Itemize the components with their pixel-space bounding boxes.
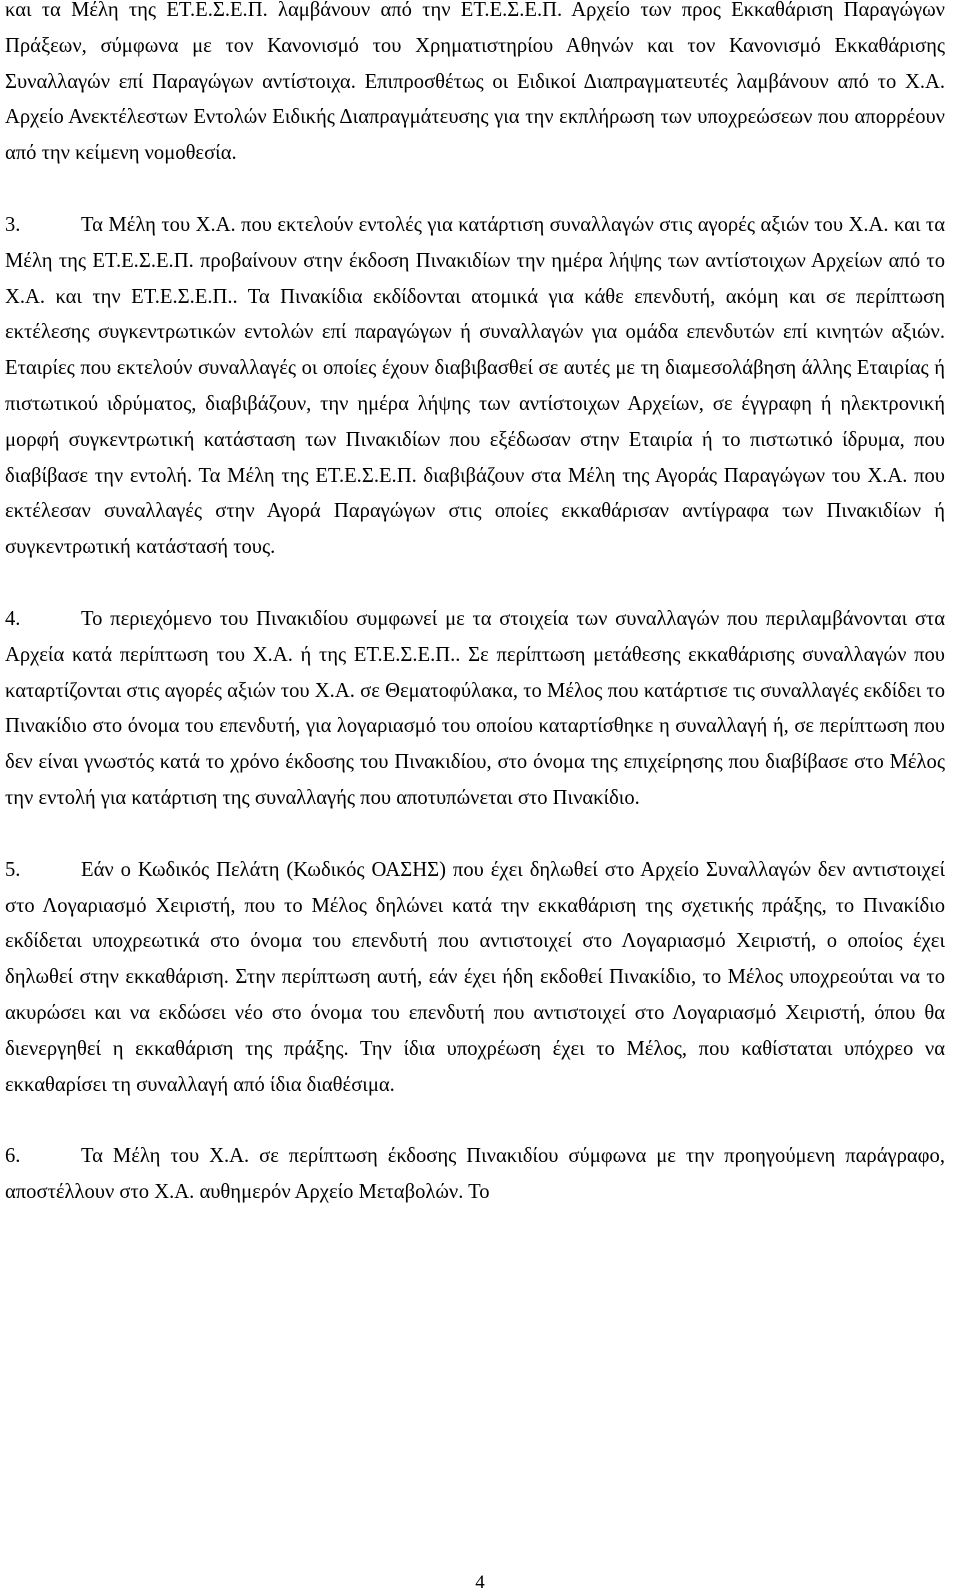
paragraph-3 [5,208,945,566]
paragraph-4 [5,602,945,817]
paragraph-number: 5. [5,858,21,881]
paragraph-text: Τα Μέλη του Χ.Α. που εκτελούν εντολές για κατάρτιση συναλλαγών στις αγορές αξιών του Χ.Α. και τα Μέλη της ΕΤ.Ε.Σ.Ε.Π. προβαίνουν στην έκδοση Πινακιδίων την ημέρα λήψης των αντίστοιχων Αρχείων από το Χ.Α. και την ΕΤ.Ε.Σ.Ε.Π.. Τα Πινακίδια εκδίδονται ατομικά για κάθε επενδυτή, ακόμη και σε περίπτωση εκτέλεσης συγκεντρωτικών εντολών επί παραγώγων ή συναλλαγών για ομάδα επενδυτών επί κινητών αξιών. Εταιρίες που εκτελούν συναλλαγές οι οποίες έχουν διαβιβασθεί σε αυτές με τη διαμεσολάβηση άλλης Εταιρίας ή πιστωτικού ιδρύματος, διαβιβάζουν, την ημέρα λήψης των αντίστοιχων Αρχείων, σε έγγραφη ή ηλεκτρονική μορφή συγκεντρωτική κατάσταση των Πινακιδίων που εξέδωσαν στην Εταιρία ή το πιστωτικό ίδρυμα, που διαβίβασε την εντολή. Τα Μέλη της ΕΤ.Ε.Σ.Ε.Π. διαβιβάζουν στα Μέλη της Αγοράς Παραγώγων του Χ.Α. που εκτέλεσαν συναλλαγές στην Αγορά Παραγώγων στις οποίες εκκαθάρισαν αντίγραφα των Πινακιδίων ή συγκεντρωτική κατάστασή τους. [5,213,945,559]
paragraph-continuation [5,0,945,172]
paragraph-text: και τα Μέλη της ΕΤ.Ε.Σ.Ε.Π. λαμβάνουν από την ΕΤ.Ε.Σ.Ε.Π. Αρχείο των προς Εκκαθάριση Παραγώγων Πράξεων, σύμφωνα με τον Κανονισμό του Χρηματιστηρίου Αθηνών και τον Κανονισμό Εκκαθάρισης Συναλλαγών επί Παραγώγων αντίστοιχα. Επιπροσθέτως οι Ειδικοί Διαπραγματευτές λαμβάνουν από το Χ.Α. Αρχείο Ανεκτέλεστων Εντολών Ειδικής Διαπραγμάτευσης για την εκπλήρωση των υποχρεώσεων που απορρέουν από την κείμενη νομοθεσία. [5,0,945,165]
document-page [5,0,945,1211]
page-number: 4 [475,1572,485,1593]
paragraph-number: 3. [5,213,21,236]
paragraph-text: Τα Μέλη του Χ.Α. σε περίπτωση έκδοσης Πινακιδίου σύμφωνα με την προηγούμενη παράγραφο, αποστέλλουν στο Χ.Α. αυθημερόν Αρχείο Μεταβολών. Το [5,1145,945,1204]
paragraph-6 [5,1139,945,1211]
paragraph-gap [5,172,945,208]
paragraph-gap [5,1103,945,1139]
paragraph-text: Το περιεχόμενο του Πινακιδίου συμφωνεί με τα στοιχεία των συναλλαγών που περιλαμβάνονται στα Αρχεία κατά περίπτωση του Χ.Α. ή της ΕΤ.Ε.Σ.Ε.Π.. Σε περίπτωση μετάθεσης εκκαθάρισης συναλλαγών που καταρτίζονται στις αγορές αξιών του Χ.Α. σε Θεματοφύλακα, το Μέλος που κατάρτισε τις συναλλαγές εκδίδει το Πινακίδιο στο όνομα του επενδυτή, για λογαριασμό του οποίου καταρτίσθηκε η συναλλαγή ή, σε περίπτωση που δεν είναι γνωστός κατά το χρόνο έκδοσης του Πινακιδίου, στο όνομα της επιχείρησης που διαβίβασε στο Μέλος την εντολή για κατάρτιση της συναλλαγής που αποτυπώνεται στο Πινακίδιο. [5,607,945,809]
paragraph-number: 4. [5,607,21,630]
paragraph-gap [5,817,945,853]
paragraph-gap [5,566,945,602]
paragraph-text: Εάν ο Κωδικός Πελάτη (Κωδικός ΟΑΣΗΣ) που έχει δηλωθεί στο Αρχείο Συναλλαγών δεν αντιστοιχεί στο Λογαριασμό Χειριστή, που το Μέλος δηλώνει κατά την εκκαθάριση της σχετικής πράξης, το Πινακίδιο εκδίδεται υποχρεωτικά στο όνομα του επενδυτή που αντιστοιχεί στο Λογαριασμό Χειριστή, ο οποίος έχει δηλωθεί στην εκκαθάριση. Στην περίπτωση αυτή, εάν έχει ήδη εκδοθεί Πινακίδιο, το Μέλος υποχρεούται να το ακυρώσει και να εκδώσει νέο στο όνομα του επενδυτή που αντιστοιχεί στο Λογαριασμό Χειριστή, όπου θα διενεργηθεί η εκκαθάριση της πράξης. Την ίδια υποχρέωση έχει το Μέλος, που καθίσταται υπόχρεο να εκκαθαρίσει τη συναλλαγή από ίδια διαθέσιμα. [5,858,945,1096]
paragraph-number: 6. [5,1145,21,1168]
paragraph-5 [5,853,945,1104]
